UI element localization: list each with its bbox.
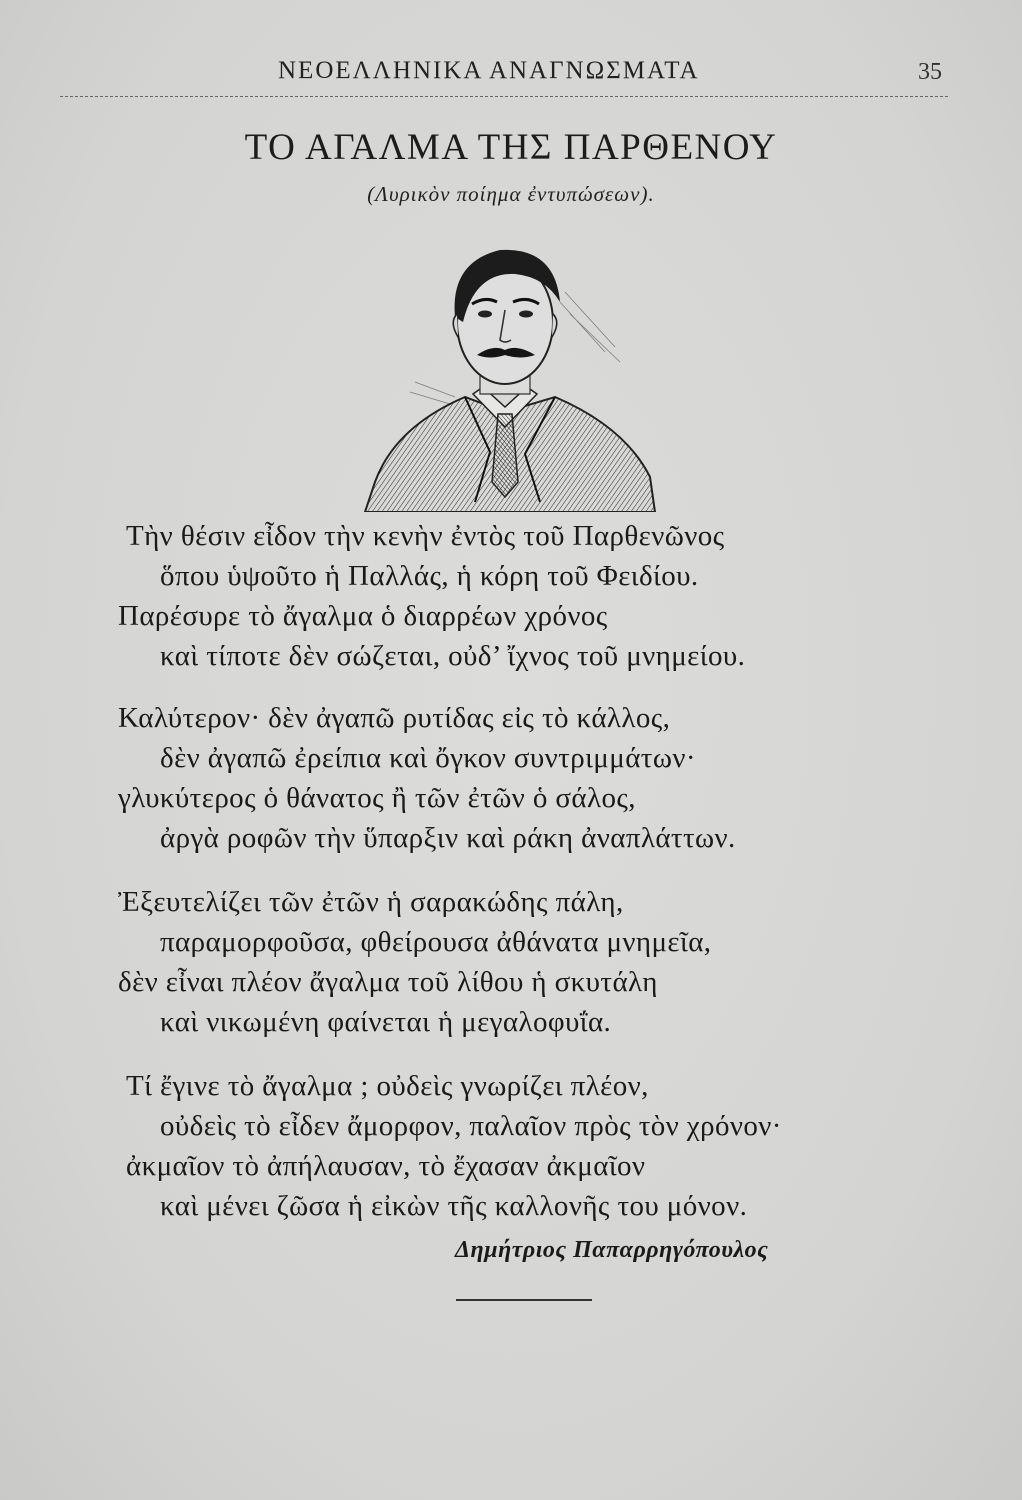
stanza-2-line-4: ἀργὰ ροφῶν τὴν ὕπαρξιν καὶ ράκη ἀναπλάττων. (160, 822, 736, 854)
stanza-3-line-1: Ἐξευτελίζει τῶν ἐτῶν ἡ σαρακώδης πάλη, (118, 886, 624, 918)
portrait-engraving-icon (355, 222, 665, 512)
stanza-1-line-3: Παρέσυρε τὸ ἄγαλμα ὁ διαρρέων χρόνος (118, 600, 608, 632)
stanza-4-line-3: ἀκμαῖον τὸ ἀπήλαυσαν, τὸ ἔχασαν ἀκμαῖον (126, 1150, 646, 1182)
stanza-2-line-3: γλυκύτερος ὁ θάνατος ἢ τῶν ἐτῶν ὁ σάλος, (118, 782, 636, 814)
stanza-3-line-2: παραμορφοῦσα, φθείρουσα ἀθάνατα μνημεῖα, (160, 926, 712, 958)
stanza-4-line-4: καὶ μένει ζῶσα ἡ εἰκὼν τῆς καλλονῆς του μόνον. (160, 1190, 748, 1222)
stanza-1-line-4: καὶ τίποτε δὲν σώζεται, οὐδ’ ἴχνος τοῦ μνημείου. (160, 640, 746, 672)
poem-subtitle: (Λυρικὸν ποίημα ἐντυπώσεων). (367, 182, 655, 206)
stanza-2-line-2: δὲν ἀγαπῶ ἐρείπια καὶ ὄγκον συντριμμάτων· (160, 742, 696, 774)
stanza-4-line-1: Τί ἔγινε τὸ ἄγαλμα ; οὐδεὶς γνωρίζει πλέον, (126, 1070, 649, 1102)
stanza-1-line-1: Τὴν θέσιν εἶδον τὴν κενὴν ἐντὸς τοῦ Παρθενῶνος (126, 520, 725, 552)
author-signature: Δημήτριος Παπαρρηγόπουλος (455, 1237, 769, 1263)
page-number: 35 (918, 59, 942, 85)
stanza-3-line-3: δὲν εἶναι πλέον ἄγαλμα τοῦ λίθου ἡ σκυτάλη (118, 966, 658, 998)
stanza-1-line-2: ὅπου ὑψοῦτο ἡ Παλλάς, ἡ κόρη τοῦ Φειδίου. (160, 560, 699, 592)
header-rule (60, 96, 948, 97)
poem-title: ΤΟ ΑΓΑΛΜΑ ΤΗΣ ΠΑΡΘΕΝΟΥ (244, 127, 778, 168)
running-title: ΝΕΟΕΛΛΗΝΙΚΑ ΑΝΑΓΝΩΣΜΑΤΑ (278, 57, 700, 84)
stanza-4-line-2: οὐδεὶς τὸ εἶδεν ἄμορφον, παλαῖον πρὸς τὸν χρόνον· (160, 1110, 782, 1142)
stanza-2-line-1: Καλύτερον· δὲν ἀγαπῶ ρυτίδας εἰς τὸ κάλλος, (118, 702, 671, 734)
running-head (0, 55, 1022, 95)
stanza-3-line-4: καὶ νικωμένη φαίνεται ἡ μεγαλοφυΐα. (160, 1006, 612, 1038)
end-rule (456, 1299, 592, 1301)
